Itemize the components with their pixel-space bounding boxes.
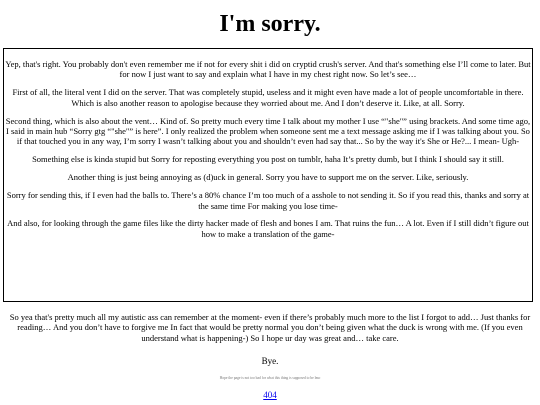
footer-note: Hope the page is not too bad for what this thing is supposed to be lmo [219,376,321,380]
footer-link-container [0,390,540,401]
letter-paragraph: Something else is kinda stupid but Sorry for reposting everything you post on tumblr, haha It’s pretty dumb, but I think I should say it still. [32,154,504,165]
letter-paragraph: Another thing is just being annoying as (d)uck in general. Sorry you have to support me on the server. Like, seriously. [67,172,469,183]
404-link[interactable]: 404 [263,390,277,400]
letter-paragraph: Yep, that's right. You probably don't even remember me if not for every shit i did on cryptid crush's server. And that's something else I’ll come to later. But for now I just want to say and explain what I have in my chest right now. So let’s see… [5,59,531,80]
letter-paragraph: Sorry for sending this, if I even had the balls to. There’s a 80% chance I’m too much of a asshole to not sending it. So if you read this, thanks and sorry at the same time For making you lose time- [6,190,530,211]
letter-paragraph: And also, for looking through the game files like the dirty hacker made of flesh and bones I am. That ruins the fun… A lot. Even if I still didn’t figure out how to make a translation of the game- [7,218,529,239]
letter-paragraph: Second thing, which is also about the vent… Kind of. So pretty much every time I talk about my mother I use “"she"” using brackets. And some time ago, I said in main hub “Sorry gtg “"she"” is here”. I only realized the problem when someone sent me a text message asking me if I was talking about you. So if that touched you in any way, I’m sorry I wasn’t talking about you and shouldn’t even had say that... So by the way it's She or He?... I mean- Ugh- [5,115,531,147]
bye-text: Bye. [261,356,279,366]
closing-paragraph: So yea that's pretty much all my autistic ass can remember at the moment- even if there’s probably much more to the list I forgot to add… Just thanks for reading… And you don’t have to forgive me In fact that would be pretty normal you don’t being given what the duck is wrong with me. (If you even understand what is happening-) So I hope ur day was great and… take care. [9,312,531,343]
page-title: I'm sorry. [219,11,321,37]
letter-paragraph: First of all, the literal vent I did on the server. That was completely stupid, useless and it might even have made a lot of people uncomfortable in there. Which is also another reason to apologise because they worried about me. And I don’t deserve it. Like, at all. Sorry. [12,87,524,108]
apology-box [3,48,533,302]
